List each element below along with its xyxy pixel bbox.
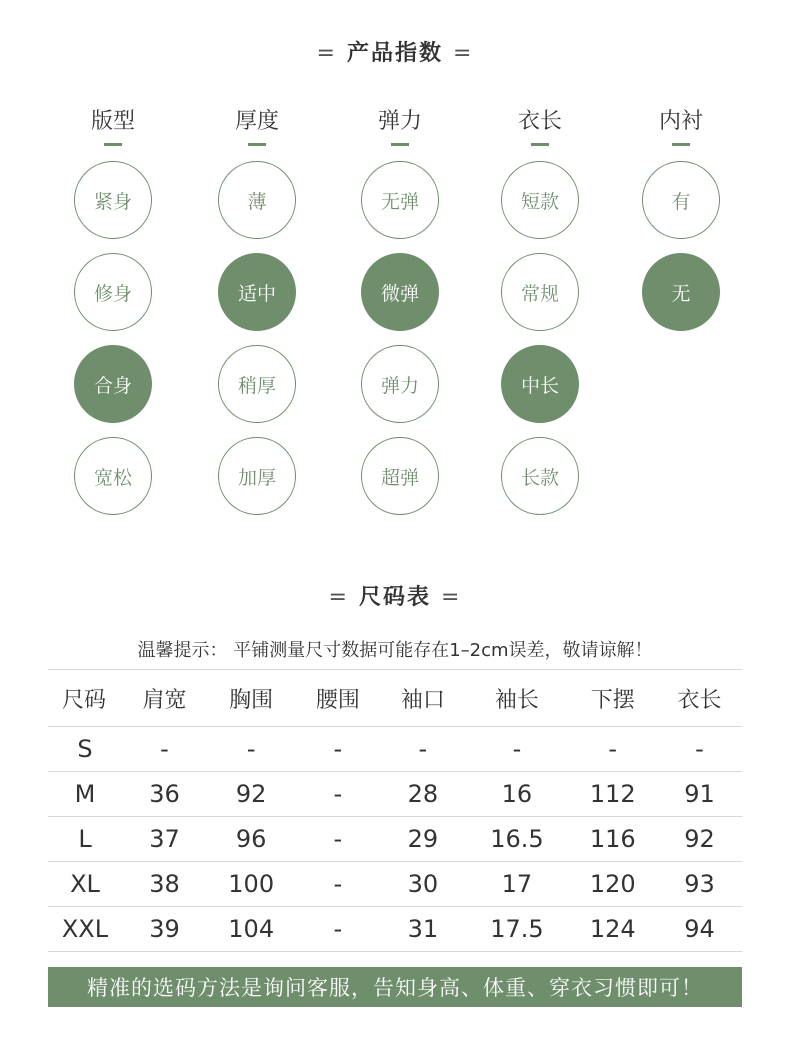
measurement-tip: 温馨提示： 平铺测量尺寸数据可能存在1–2cm误差，敬请谅解！ [137, 640, 653, 661]
cell-chest: 96 [207, 817, 295, 862]
cell-hem: 124 [569, 907, 657, 952]
column-header-label: 厚度 [234, 109, 279, 134]
column-header-label: 内衬 [658, 109, 703, 134]
cell-chest: 92 [207, 772, 295, 817]
size-table-header-row [48, 670, 742, 727]
cell-shoulder: - [122, 727, 207, 772]
column-header-underline [531, 143, 549, 146]
cell-cuff: 28 [380, 772, 465, 817]
column-header-fit [63, 104, 163, 146]
title-deco-left: = [316, 41, 337, 66]
table-row [48, 772, 742, 817]
product-index-title-text: 产品指数 [346, 41, 443, 66]
cell-sleeve-length: 16 [465, 772, 568, 817]
cell-waist: - [295, 727, 380, 772]
column-header-elasticity [350, 104, 450, 146]
length-option-medium-long-selected: 中长 [501, 345, 579, 423]
cell-garment-length: 91 [657, 772, 742, 817]
thickness-option-thin: 薄 [218, 161, 296, 239]
cell-garment-length: 94 [657, 907, 742, 952]
cell-chest: 100 [207, 862, 295, 907]
column-header-underline [672, 143, 690, 146]
column-header-underline [248, 143, 266, 146]
column-header-label: 版型 [90, 109, 135, 134]
header-size: 尺码 [48, 670, 122, 727]
cell-sleeve-length: 16.5 [465, 817, 568, 862]
header-cuff: 袖口 [380, 670, 465, 727]
cell-garment-length: - [657, 727, 742, 772]
cell-waist: - [295, 817, 380, 862]
column-header-lining [631, 104, 731, 146]
table-row [48, 727, 742, 772]
size-table [48, 669, 742, 952]
cell-shoulder: 38 [122, 862, 207, 907]
cell-cuff: 30 [380, 862, 465, 907]
cell-size: M [48, 772, 122, 817]
header-chest: 胸围 [207, 670, 295, 727]
cell-waist: - [295, 862, 380, 907]
cell-hem: 120 [569, 862, 657, 907]
cell-hem: 116 [569, 817, 657, 862]
thickness-option-thick: 加厚 [218, 437, 296, 515]
size-chart-title [0, 580, 790, 611]
column-header-length [490, 104, 590, 146]
cell-size: L [48, 817, 122, 862]
lining-option-yes: 有 [642, 161, 720, 239]
lining-option-no-selected: 无 [642, 253, 720, 331]
header-waist: 腰围 [295, 670, 380, 727]
cell-sleeve-length: 17.5 [465, 907, 568, 952]
fit-option-regular-selected: 合身 [74, 345, 152, 423]
header-hem: 下摆 [569, 670, 657, 727]
cell-cuff: 31 [380, 907, 465, 952]
cell-chest: 104 [207, 907, 295, 952]
thickness-option-slightly-thick: 稍厚 [218, 345, 296, 423]
cell-chest: - [207, 727, 295, 772]
column-header-underline [391, 143, 409, 146]
cell-shoulder: 36 [122, 772, 207, 817]
column-header-label: 衣长 [517, 109, 562, 134]
fit-option-tight: 紧身 [74, 161, 152, 239]
size-chart-title-text: 尺码表 [358, 585, 431, 610]
length-option-short: 短款 [501, 161, 579, 239]
cell-sleeve-length: 17 [465, 862, 568, 907]
length-option-regular: 常规 [501, 253, 579, 331]
cell-shoulder: 39 [122, 907, 207, 952]
header-shoulder: 肩宽 [122, 670, 207, 727]
cell-hem: - [569, 727, 657, 772]
elasticity-option-elastic: 弹力 [361, 345, 439, 423]
elasticity-option-slight-selected: 微弹 [361, 253, 439, 331]
cell-garment-length: 92 [657, 817, 742, 862]
cell-cuff: 29 [380, 817, 465, 862]
product-index-title [0, 36, 790, 67]
cell-waist: - [295, 772, 380, 817]
thickness-option-medium-selected: 适中 [218, 253, 296, 331]
cell-waist: - [295, 907, 380, 952]
cell-sleeve-length: - [465, 727, 568, 772]
title-deco-left: = [328, 585, 349, 610]
title-deco-right: = [441, 585, 462, 610]
cell-hem: 112 [569, 772, 657, 817]
header-garment-length: 衣长 [657, 670, 742, 727]
cell-size: XL [48, 862, 122, 907]
size-advice-banner: 精准的选码方法是询问客服，告知身高、体重、穿衣习惯即可！ [48, 967, 742, 1007]
table-row [48, 817, 742, 862]
length-option-long: 长款 [501, 437, 579, 515]
column-header-thickness [207, 104, 307, 146]
fit-option-loose: 宽松 [74, 437, 152, 515]
cell-size: XXL [48, 907, 122, 952]
column-header-underline [104, 143, 122, 146]
header-sleeve-length: 袖长 [465, 670, 568, 727]
cell-size: S [48, 727, 122, 772]
table-row [48, 907, 742, 952]
fit-option-slim: 修身 [74, 253, 152, 331]
column-header-label: 弹力 [377, 109, 422, 134]
cell-shoulder: 37 [122, 817, 207, 862]
table-row [48, 862, 742, 907]
elasticity-option-none: 无弹 [361, 161, 439, 239]
elasticity-option-super: 超弹 [361, 437, 439, 515]
title-deco-right: = [453, 41, 474, 66]
cell-garment-length: 93 [657, 862, 742, 907]
cell-cuff: - [380, 727, 465, 772]
